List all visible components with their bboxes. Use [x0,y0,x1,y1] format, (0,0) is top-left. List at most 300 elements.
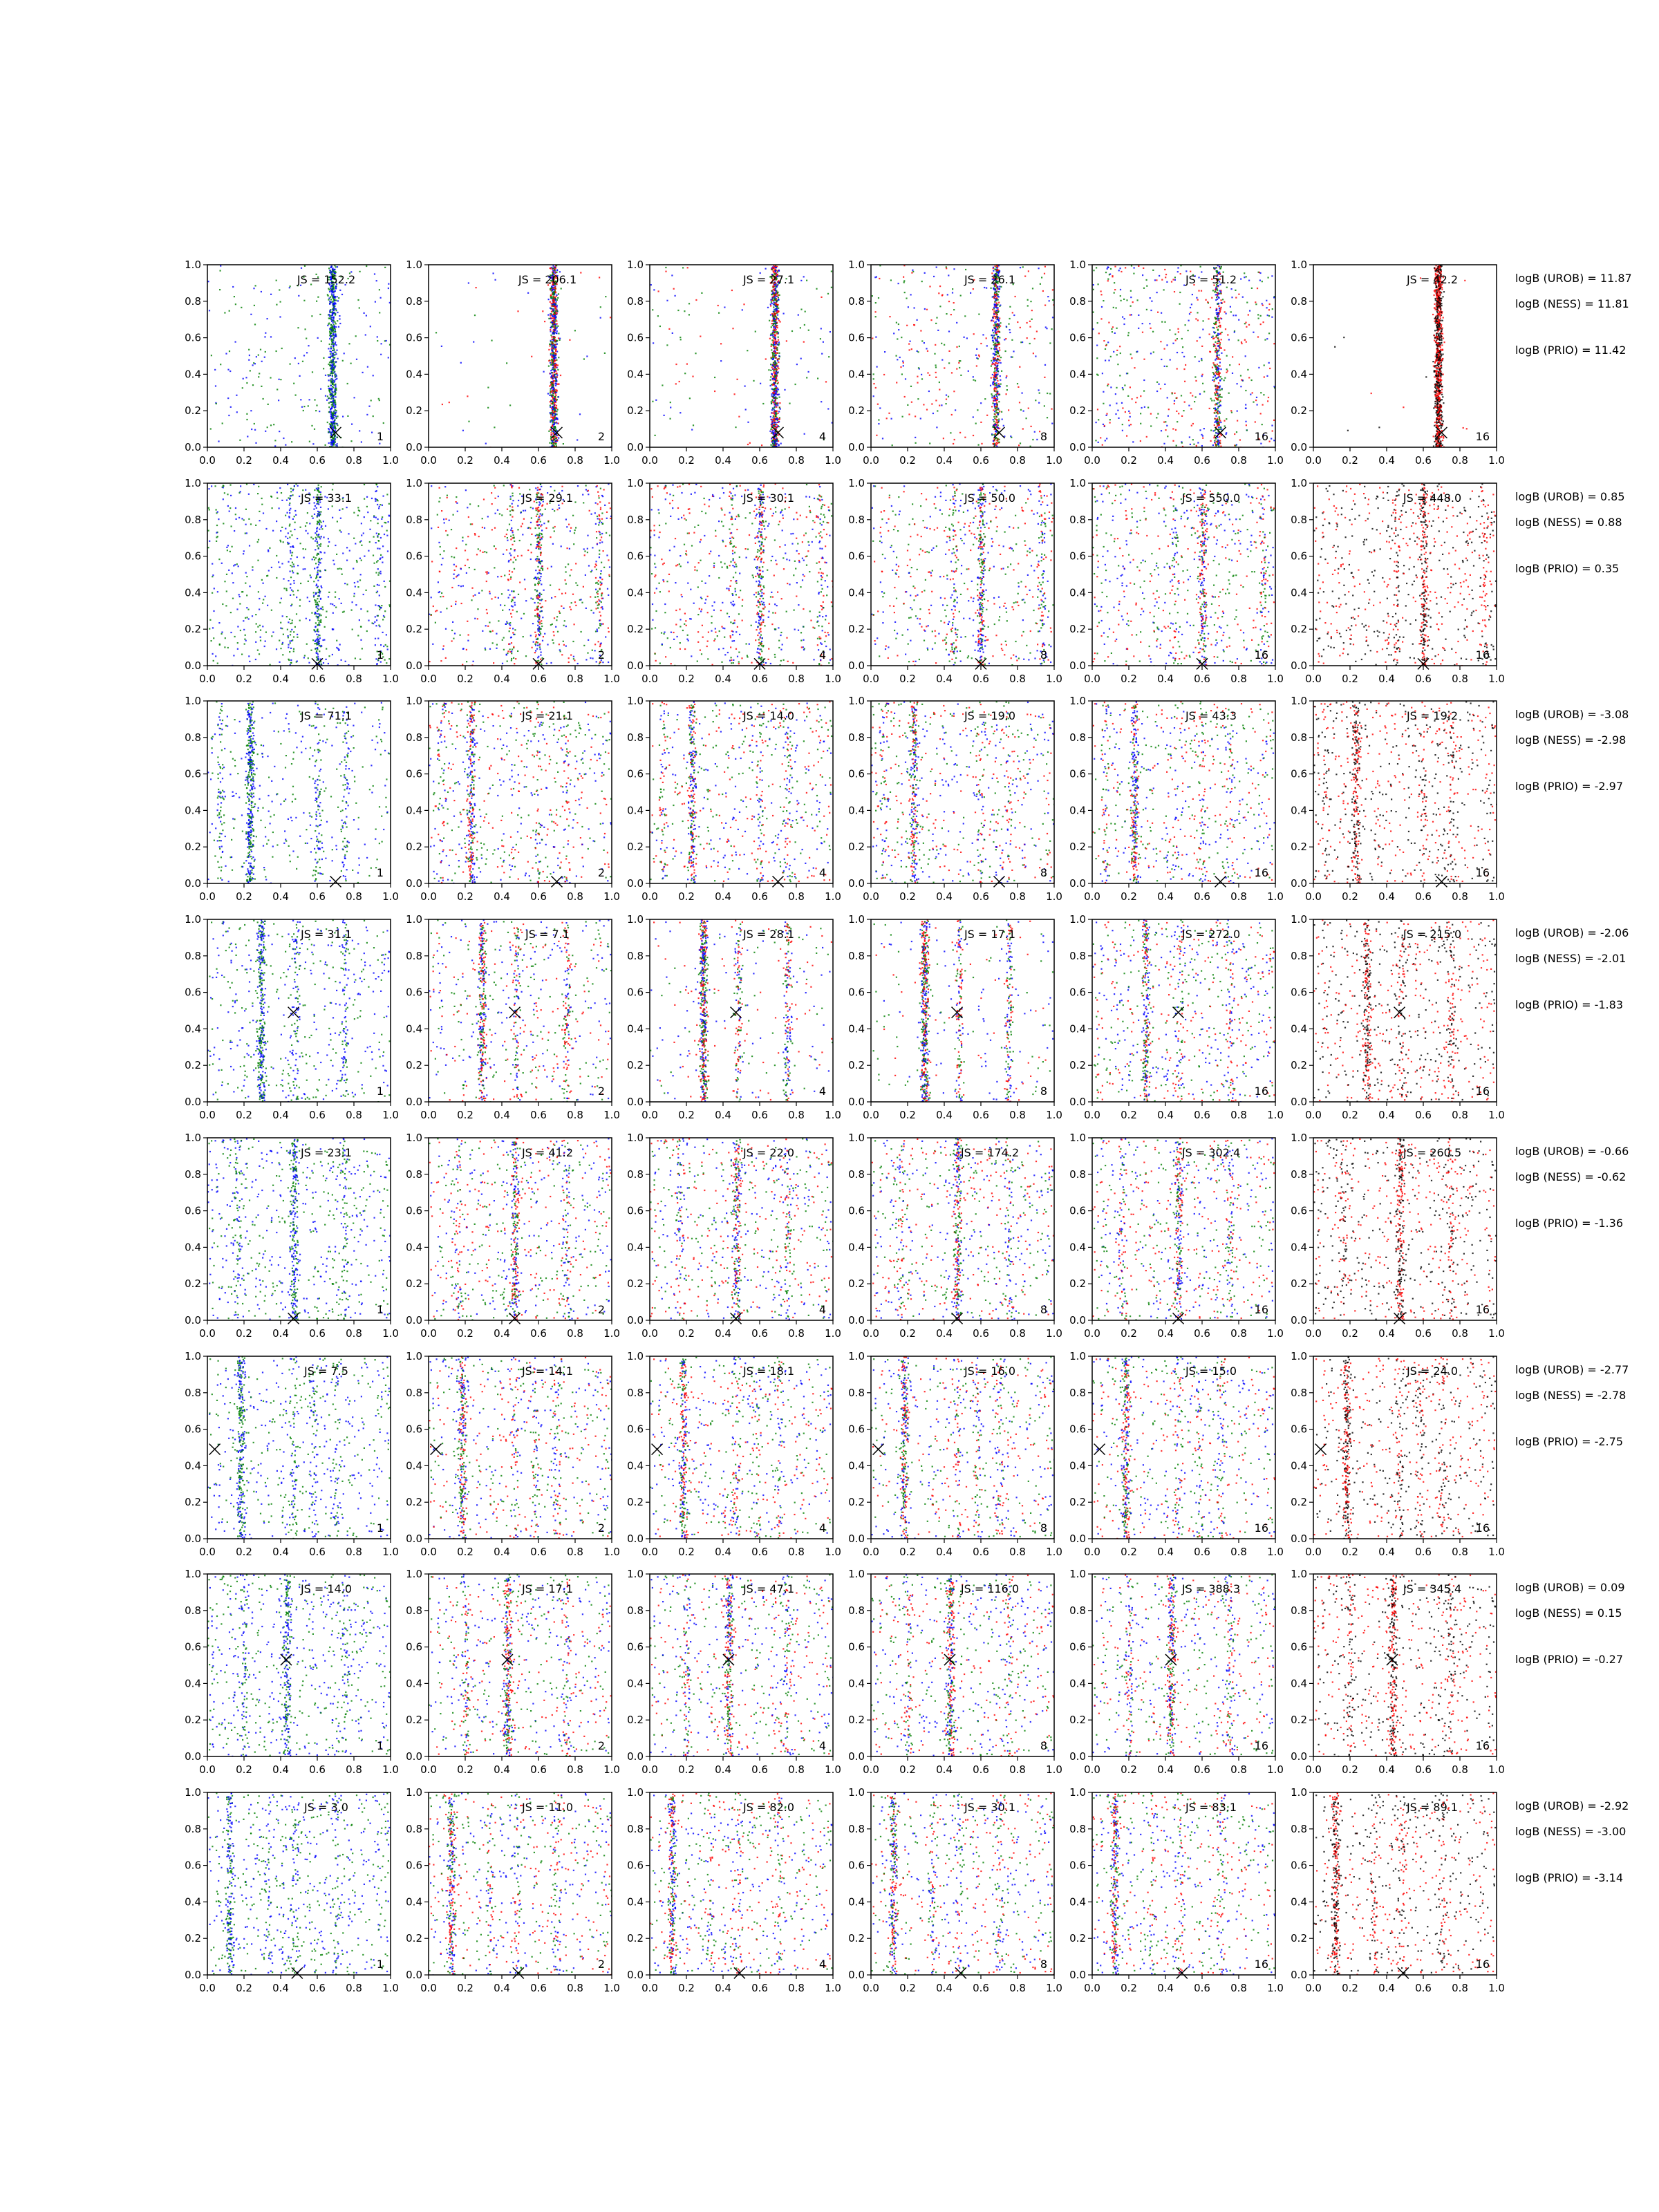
data-point [337,266,338,268]
data-point [1156,382,1158,383]
data-point [1260,324,1262,325]
data-point [1044,305,1046,306]
data-point [1177,368,1178,369]
data-point [329,330,330,332]
data-point [1434,376,1435,377]
data-point [1020,409,1022,411]
data-point [1184,381,1185,382]
data-point [992,337,993,339]
data-point [551,400,552,401]
data-point [378,398,379,400]
data-point [935,323,937,324]
data-point [1098,332,1100,334]
y-tick-label: 0.8 [627,295,644,308]
data-point [1202,329,1203,330]
data-point [994,372,995,373]
data-point [371,432,373,433]
data-point [776,389,778,391]
data-point [1226,287,1228,288]
data-point [323,368,324,369]
data-point [664,415,665,416]
data-point [821,328,822,329]
data-point [1218,440,1219,442]
data-point [1434,425,1435,427]
data-point [337,300,339,301]
data-point [554,402,555,404]
data-point [276,304,277,306]
data-point [1257,336,1259,337]
data-point [442,404,443,405]
data-point [1268,277,1269,279]
data-point [337,415,338,417]
data-point [920,418,921,419]
data-point [359,430,360,431]
data-point [250,370,251,371]
data-point [553,339,554,340]
data-point [776,292,777,293]
data-point [342,360,344,362]
data-point [555,308,556,310]
data-point [946,268,947,269]
data-point [1149,323,1150,324]
data-point [1262,303,1263,304]
data-point [1231,297,1232,298]
data-point [1219,326,1221,328]
data-point [554,398,555,400]
data-point [558,384,559,385]
data-point [995,321,997,322]
data-point [1000,386,1001,387]
data-point [551,359,552,360]
data-point [1215,351,1216,353]
data-point [774,330,775,331]
data-point [1219,420,1221,422]
data-point [1231,288,1232,290]
data-point [774,422,775,423]
data-point [873,383,874,384]
data-point [1218,368,1219,369]
data-point [312,443,314,444]
data-point [978,355,980,356]
data-point [995,327,996,328]
data-point [337,437,338,438]
data-point [1219,325,1221,326]
data-point [558,357,559,358]
data-point [305,328,306,330]
data-point [1241,379,1242,380]
data-point [303,355,305,356]
data-point [1441,328,1443,330]
data-point [1196,445,1197,447]
data-point [1219,380,1221,382]
data-point [1174,393,1175,394]
data-point [994,297,995,298]
data-point [550,362,551,364]
data-point [1095,440,1096,441]
data-point [331,353,332,355]
data-point [1216,318,1217,319]
data-point [1184,402,1185,403]
data-point [328,299,329,301]
data-point [1039,393,1040,394]
data-point [774,379,776,380]
data-point [937,410,938,411]
data-point [1217,364,1218,365]
data-point [986,288,987,289]
data-point [993,421,995,422]
data-point [997,438,998,440]
data-point [1154,279,1156,281]
data-point [771,346,772,347]
data-point [804,433,805,435]
data-point [999,394,1000,395]
x-tick-label: 0.8 [1230,454,1247,467]
data-point [980,402,982,404]
data-point [1168,415,1169,417]
data-point [808,371,809,373]
data-point [371,400,372,401]
data-point [776,418,777,420]
data-point [776,331,777,332]
data-point [821,297,822,298]
data-point [1245,404,1246,405]
data-point [1122,407,1123,409]
data-point [939,382,940,383]
data-point [999,347,1000,348]
data-point [563,443,564,444]
data-point [996,406,997,407]
data-point [1146,279,1147,281]
data-point [666,300,668,301]
data-point [993,424,995,426]
data-point [330,382,332,383]
data-point [332,350,333,351]
data-point [684,310,685,312]
scatter-points [1092,265,1276,449]
data-point [776,435,777,437]
data-point [553,380,554,382]
data-point [1217,437,1219,438]
data-point [306,352,308,353]
data-point [773,368,774,369]
data-point [242,387,243,388]
data-point [784,389,785,391]
data-point [332,317,334,319]
data-point [995,372,997,373]
data-point [254,423,255,424]
data-point [388,283,389,285]
data-point [655,400,657,401]
data-point [1146,309,1147,310]
data-point [776,386,777,387]
data-point [1138,315,1139,316]
data-point [749,442,751,444]
data-point [334,425,335,427]
data-point [1110,268,1112,270]
data-point [552,343,554,344]
data-point [1197,442,1199,443]
data-point [873,378,874,379]
data-point [999,359,1000,361]
data-point [1019,366,1020,368]
data-point [551,311,552,312]
data-point [996,386,997,388]
data-point [332,334,334,335]
data-point [384,267,386,268]
data-point [903,362,904,364]
data-point [953,309,955,310]
data-point [329,270,330,271]
data-point [998,320,1000,321]
data-point [1051,423,1053,424]
data-point [684,373,686,374]
data-point [547,315,549,316]
data-point [210,428,212,429]
data-point [261,386,262,387]
data-point [331,294,332,296]
data-point [938,292,939,294]
data-point [468,282,469,283]
data-point [999,442,1000,443]
data-point [270,336,272,337]
data-point [893,332,894,334]
data-point [556,310,558,312]
data-point [333,306,335,308]
data-point [992,309,993,310]
data-point [276,350,277,352]
data-point [982,334,984,335]
data-point [999,270,1000,272]
data-point [329,362,330,363]
data-point [1464,280,1465,281]
data-point [995,433,996,435]
data-point [776,413,777,415]
data-point [1098,442,1099,443]
data-point [774,371,775,373]
data-point [921,374,922,375]
data-point [1219,440,1221,442]
data-point [1107,267,1109,268]
data-point [891,418,892,420]
data-point [1271,425,1273,427]
data-point [1124,318,1125,319]
panel-r1-c1 [185,259,399,467]
data-point [1109,404,1111,406]
data-point [997,316,998,317]
data-point [555,314,556,315]
y-tick-label: 0.2 [406,404,422,417]
data-point [1209,334,1210,335]
data-point [993,409,994,411]
data-point [1189,313,1190,315]
data-point [1020,327,1021,328]
data-point [993,375,995,376]
data-point [1044,266,1046,268]
data-point [1033,353,1034,354]
data-point [556,405,557,406]
scatter-points [207,265,391,449]
data-point [1234,433,1235,435]
data-point [926,309,928,310]
data-point [1130,386,1131,388]
data-point [935,364,937,366]
data-point [992,330,993,331]
data-point [992,297,993,298]
data-point [1138,328,1139,329]
data-point [1188,405,1190,406]
data-point [1213,337,1215,339]
data-point [308,405,309,406]
data-point [771,335,773,336]
data-point [1216,367,1217,368]
scatter-points [650,265,833,449]
data-point [550,308,551,309]
data-point [330,301,332,303]
data-point [553,427,554,429]
data-point [315,410,317,411]
data-point [1214,379,1215,381]
data-point [1433,435,1434,437]
data-point [939,405,940,406]
data-point [1181,352,1183,353]
data-point [1185,364,1186,366]
data-point [1238,294,1239,295]
data-point [772,400,774,401]
data-point [265,332,266,334]
data-point [1434,403,1436,404]
data-point [1221,388,1223,390]
data-point [1006,377,1007,378]
data-point [552,415,554,416]
data-point [821,353,823,355]
data-point [330,353,331,355]
data-point [777,353,778,354]
data-point [1011,339,1013,341]
data-point [554,422,555,424]
data-point [993,395,995,397]
data-point [263,398,264,400]
data-point [1156,279,1157,281]
data-point [1258,318,1259,319]
data-point [1118,418,1119,419]
data-point [1266,375,1268,377]
data-point [329,389,330,391]
data-point [995,317,996,319]
data-point [900,366,901,368]
data-point [554,404,555,406]
data-point [973,435,974,436]
data-point [997,412,999,413]
data-point [332,268,333,270]
data-point [1042,290,1044,292]
data-point [976,357,977,359]
data-point [1218,427,1219,428]
data-point [556,344,558,345]
data-point [366,265,367,267]
data-point [333,427,335,429]
data-point [994,383,995,384]
data-point [252,364,254,366]
data-point [328,442,330,444]
data-point [774,348,775,349]
data-point [995,419,997,420]
data-point [777,304,778,306]
data-point [1442,396,1443,397]
data-point [1224,301,1225,303]
data-point [304,265,306,267]
data-point [485,443,487,444]
data-point [359,307,360,308]
data-point [939,389,940,391]
data-point [652,309,653,310]
data-point [1165,274,1167,275]
js-label: JS = 26.1 [964,273,1015,286]
data-point [1241,343,1242,344]
data-point [774,309,775,310]
data-point [1093,284,1094,285]
data-point [771,373,773,375]
data-point [993,310,995,312]
data-point [1216,412,1217,413]
data-point [1221,435,1222,436]
data-point [1259,272,1261,274]
data-point [995,294,997,295]
data-point [770,444,771,446]
panel-count-label: 2 [598,430,605,443]
data-point [774,360,776,362]
data-point [1190,408,1192,409]
data-point [996,392,997,393]
data-point [311,425,312,427]
data-point [909,349,910,350]
data-point [765,268,767,270]
y-tick-label: 0.0 [848,441,865,453]
data-point [441,346,442,347]
data-point [1206,299,1207,301]
data-point [333,299,335,300]
data-point [1041,276,1042,278]
data-point [1221,429,1222,430]
data-point [330,411,331,413]
data-point [771,388,773,390]
data-point [1248,377,1250,378]
data-point [1164,269,1165,270]
data-point [552,310,554,311]
data-point [1147,406,1149,408]
data-point [1116,307,1117,308]
data-point [552,433,554,434]
data-point [997,359,999,360]
data-point [776,329,777,330]
data-point [1003,425,1004,427]
data-point [1175,429,1177,431]
data-point [327,325,328,326]
data-point [655,435,656,436]
data-point [1232,356,1233,357]
data-point [1263,394,1264,395]
data-point [915,442,917,444]
data-point [298,295,299,297]
data-point [1235,290,1236,291]
data-point [553,303,554,304]
data-point [1219,344,1221,345]
data-point [1006,389,1008,391]
data-point [776,296,777,297]
data-point [995,376,996,377]
panel-count-label: 4 [819,430,826,443]
data-point [1110,356,1112,357]
data-point [1164,366,1165,367]
